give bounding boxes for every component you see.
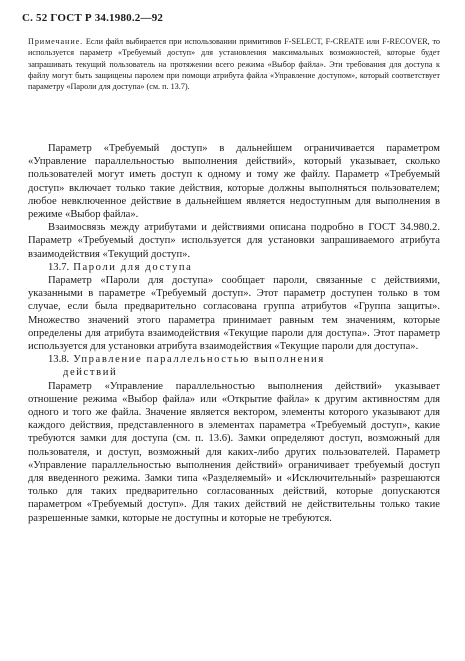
- section-13-8-heading: [28, 353, 440, 366]
- section-13-8-title-line-1: Управление параллельностью выполнения: [73, 354, 325, 366]
- paragraph-2: Взаимосвязь между атрибутами и действиями описана подробно в ГОСТ 34.980.2. Параметр «Требуемый доступ» используется для установки запрашиваемого атрибута взаимодействия «Текущий доступ».: [28, 222, 440, 260]
- section-13-7-heading: [28, 261, 440, 274]
- paragraph-1: Параметр «Требуемый доступ» в дальнейшем ограничивается параметром «Управление параллельностью выполнения действий», который указывает, сколько пользователей могут иметь доступ к одному и тому же файлу. Параметр «Требуемый доступ» включает только такие действия, которые должны выполняться пользователем; любое невключенное действие в дальнейшем является недоступным для выполнения в режиме «Выбор файла».: [28, 143, 440, 221]
- paragraph-4: Параметр «Управление параллельностью выполнения действий» указывает отношение режима «Выбор файла» или «Открытие файла» к другим активностям для одного и того же файла. Значение является вектором, элементы которого указывают для каждого действия, представленного в элементах параметра «Требуемый доступ», какие требуются замки для доступа (см. п. 13.6). Замки определяют доступ, возможный для пользователя, и доступ, возможный для каких-либо других пользователей. Параметр «Управление параллельностью выполнения действий» ограничивает требуемый доступ для введенного режима. Замки типа «Разделяемый» и «Исключительный» разрешаются только для таких предварительно согласованных действий, которые допускаются параметром «Требуемый доступ». Для таких действий не действительны только такие разрешенные замки, которые не доступны и которые не требуются.: [28, 380, 440, 524]
- note-label: Примечание.: [28, 37, 84, 46]
- section-13-8-number: 13.8.: [48, 354, 70, 366]
- section-13-7-number: 13.7.: [48, 261, 70, 273]
- note-block: [28, 36, 440, 92]
- section-13-7-title: Пароли для доступа: [73, 261, 193, 273]
- section-13-8-title-line-2: действий: [63, 367, 118, 379]
- page-header: С. 52 ГОСТ Р 34.1980.2—92: [22, 12, 164, 24]
- main-text: [28, 142, 440, 525]
- paragraph-3: Параметр «Пароли для доступа» сообщает пароли, связанные с действиями, указанными в параметре «Требуемый доступ». Этот параметр доступен только в том случае, если была предварительно согласована группа атрибутов «Группа защиты». Множество значений этого параметра принимает равным тем значениям, которые определены для атрибута взаимодействия «Текущие пароли для доступа». Этот параметр используется для установки атрибута взаимодействия «Текущие пароли для доступа».: [28, 275, 440, 353]
- note-text: Если файл выбирается при использовании примитивов F-SELECT, F-CREATE или F-RECOVER, то используется параметр «Требуемый доступ» для установления максимальных возможностей, которые будет запрашивать текущий пользователь на протяжении всего режима «Выбор файла». Эти требования для доступа к файлу могут быть защищены паролем при помощи атрибута файла «Управление доступом», который соответствует параметру «Пароли для доступа» (см. п. 13.7).: [28, 37, 441, 92]
